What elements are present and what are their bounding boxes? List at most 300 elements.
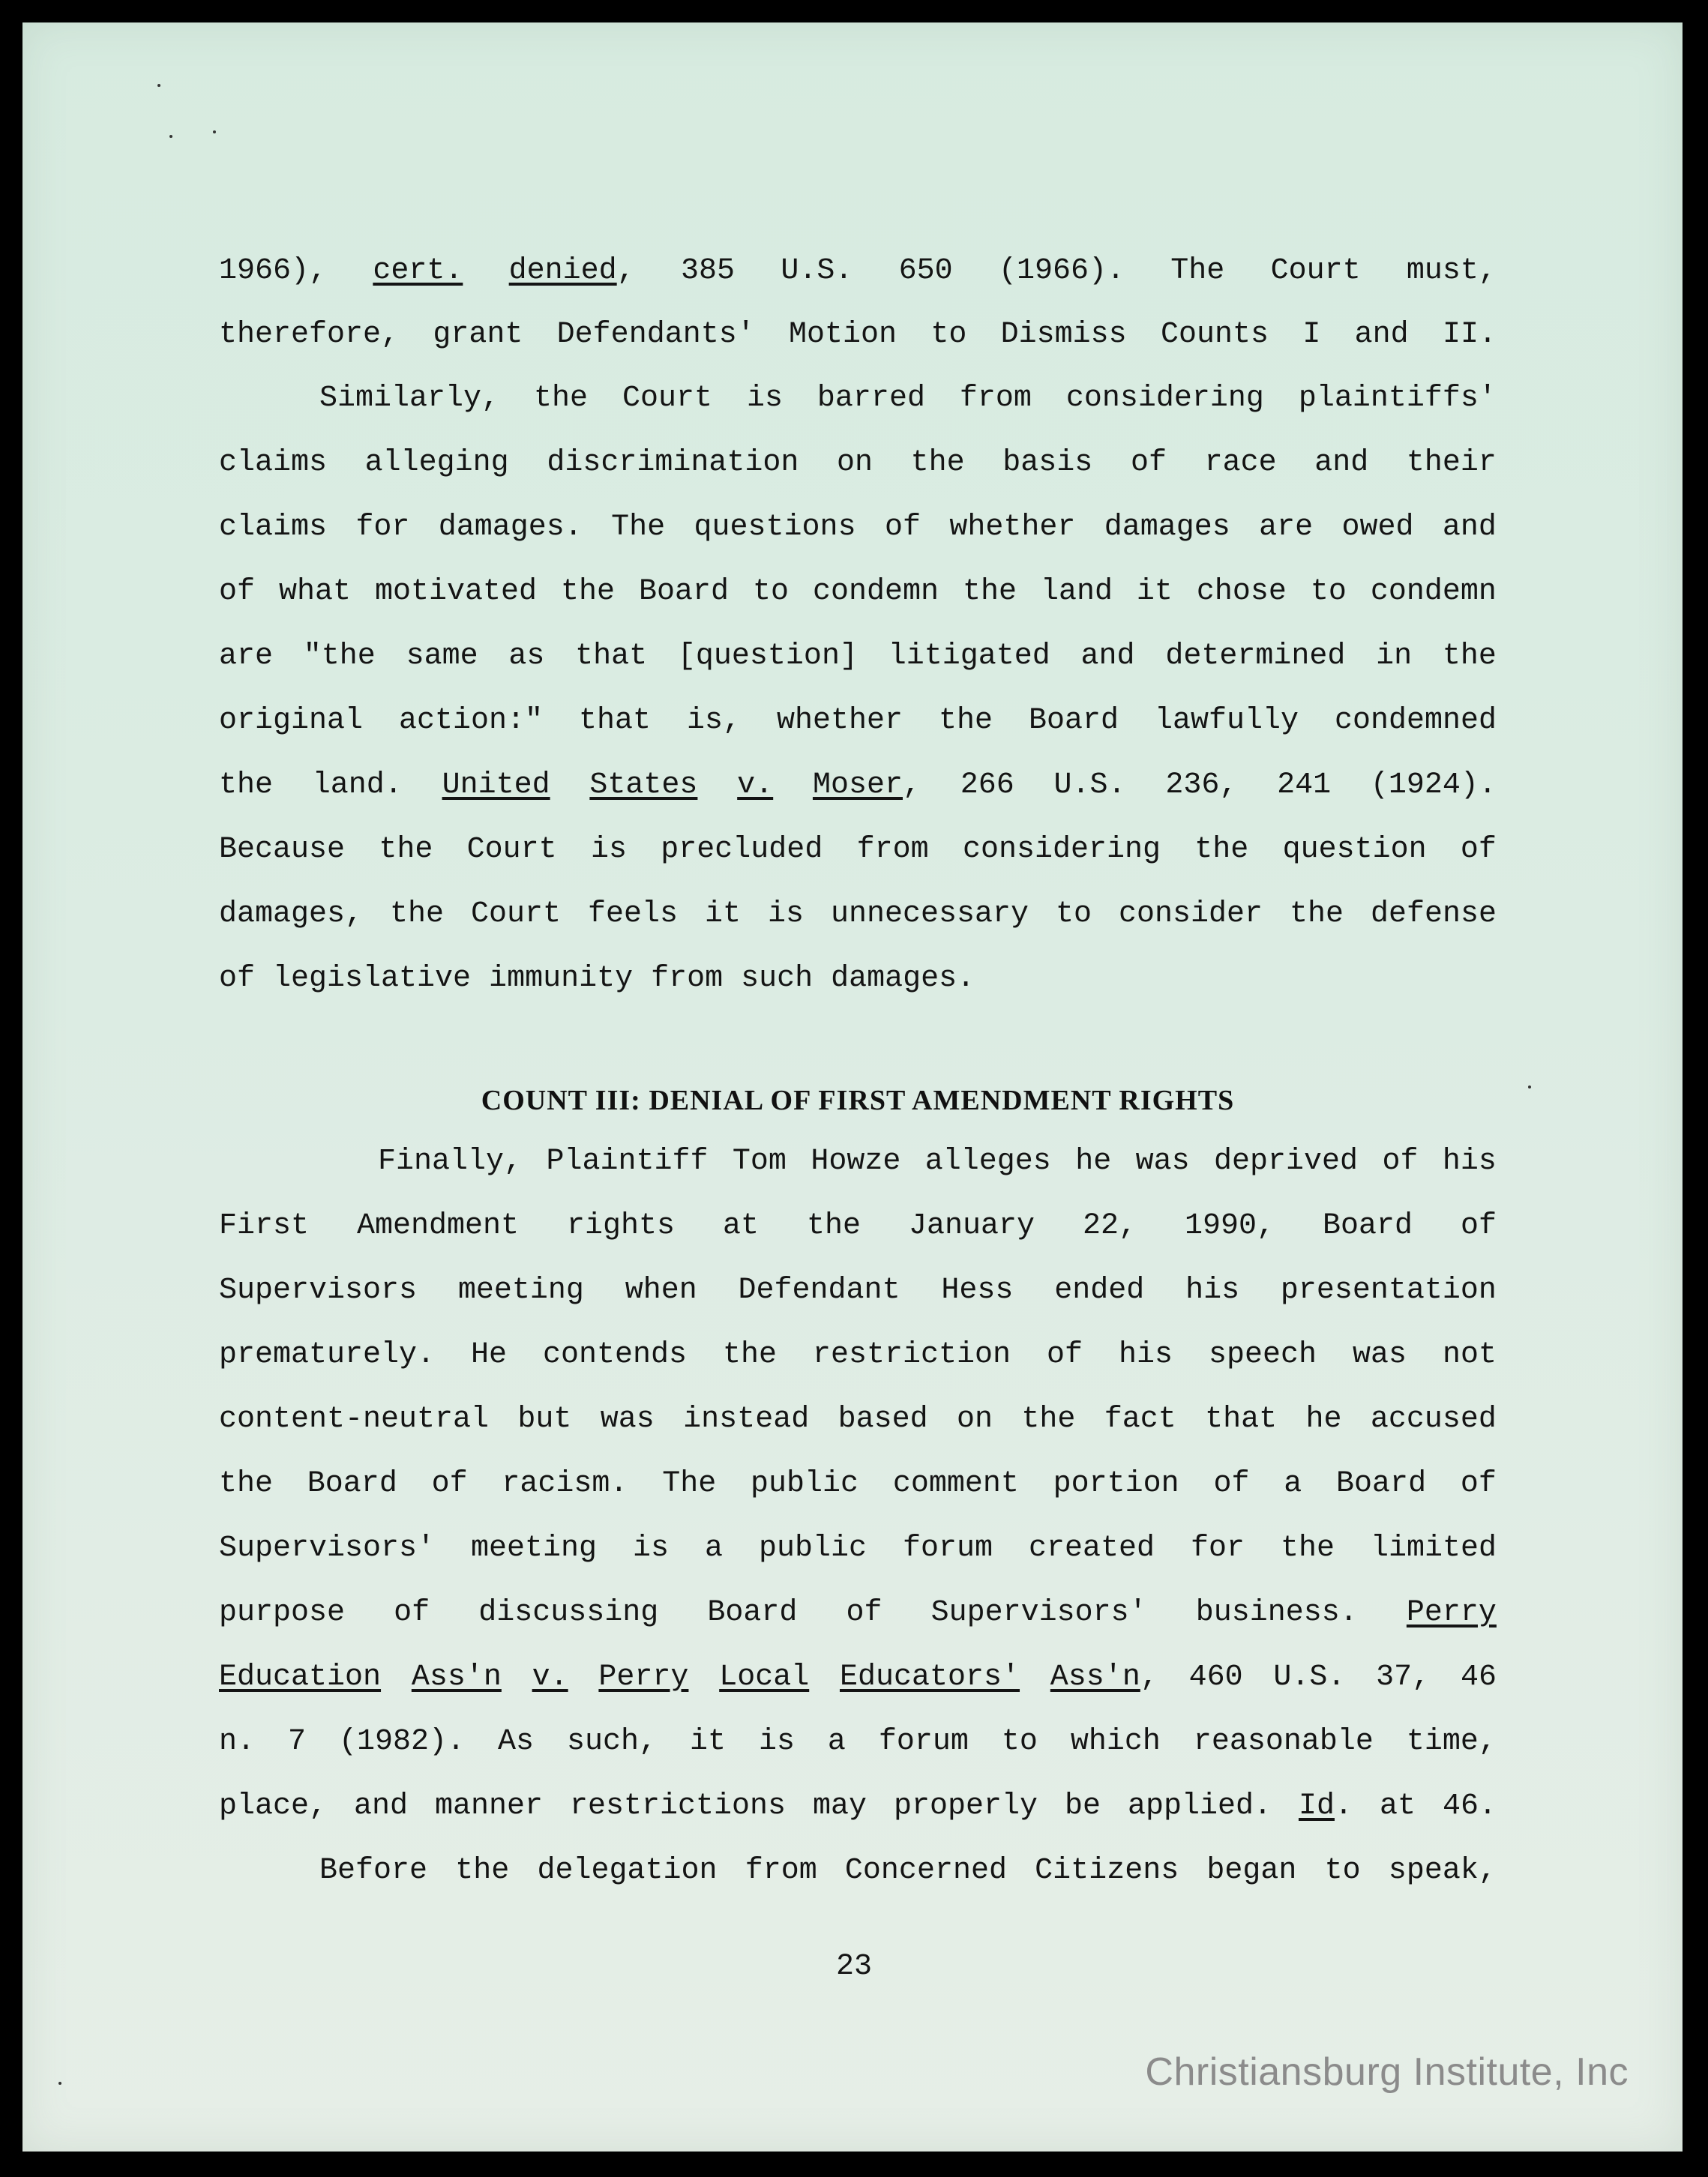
text-line	[219, 510, 1497, 546]
word-fragment: from	[959, 382, 1032, 415]
word-fragment: the	[219, 768, 274, 802]
word	[1283, 832, 1427, 868]
word	[467, 832, 557, 868]
word-fragment: forum	[902, 1532, 993, 1565]
word	[1196, 1595, 1358, 1631]
case-citation: Perry	[598, 1660, 689, 1694]
word-fragment: grant	[433, 318, 523, 352]
word	[390, 897, 444, 933]
word	[707, 1595, 797, 1631]
word-fragment: he	[1305, 1403, 1342, 1436]
text-line	[219, 1595, 1497, 1631]
word	[1323, 1208, 1413, 1244]
word	[1137, 574, 1173, 610]
word	[1407, 445, 1497, 481]
word	[681, 253, 735, 289]
word	[662, 1466, 716, 1502]
word-fragment: the	[1194, 833, 1249, 867]
word	[471, 1531, 597, 1567]
word	[339, 1724, 465, 1760]
word	[611, 510, 665, 546]
word	[753, 574, 789, 610]
word-fragment: meeting	[457, 1274, 584, 1307]
case-citation: Id	[1298, 1789, 1335, 1823]
word	[509, 253, 635, 289]
word-fragment: ,	[616, 254, 635, 288]
word	[1281, 1531, 1335, 1567]
word-fragment: are	[1259, 511, 1314, 544]
word	[1071, 1724, 1161, 1760]
text-line	[219, 1789, 1497, 1825]
word	[1371, 1402, 1497, 1438]
word	[1443, 317, 1497, 353]
word	[288, 1724, 306, 1760]
word	[478, 1595, 658, 1631]
word	[355, 510, 409, 546]
word-fragment: The	[662, 1467, 717, 1501]
word	[1443, 639, 1497, 675]
word-fragment: time,	[1406, 1725, 1497, 1759]
word	[435, 1789, 543, 1825]
word-fragment: considering	[962, 833, 1161, 867]
word-fragment: on	[956, 1403, 993, 1436]
word-fragment: place,	[219, 1789, 328, 1823]
word	[840, 1660, 1020, 1696]
word-fragment: ,	[1140, 1660, 1158, 1694]
word	[789, 317, 897, 353]
word	[373, 253, 463, 289]
word-fragment: speech	[1208, 1338, 1317, 1372]
word-fragment: 385	[681, 254, 736, 288]
word-fragment: Board	[1028, 704, 1119, 738]
word	[1336, 1466, 1426, 1502]
word-fragment: claims	[219, 511, 328, 544]
text-line	[219, 445, 1497, 481]
word	[1194, 832, 1248, 868]
word	[394, 1595, 430, 1631]
word-fragment: land	[1040, 575, 1113, 609]
word-fragment: 37,	[1376, 1660, 1431, 1694]
word-fragment: Finally,	[378, 1145, 523, 1178]
word-fragment: (1924).	[1370, 768, 1497, 802]
word	[960, 768, 1014, 804]
word-fragment: as	[508, 639, 545, 673]
word	[813, 768, 921, 804]
word	[1461, 1660, 1497, 1696]
case-citation: Moser	[812, 768, 903, 802]
word	[745, 1853, 817, 1889]
word	[598, 1660, 688, 1696]
word	[622, 381, 712, 417]
word	[960, 381, 1032, 417]
word	[1075, 1144, 1111, 1180]
word	[739, 1273, 900, 1309]
word-fragment: Court	[466, 833, 557, 867]
word	[625, 1273, 697, 1309]
word	[1371, 768, 1497, 804]
word	[1029, 703, 1119, 739]
word	[219, 1724, 255, 1760]
word-fragment: (1982).	[338, 1725, 465, 1759]
word-fragment: 241	[1277, 768, 1332, 802]
word-fragment: alleging	[364, 446, 509, 480]
word	[455, 1853, 509, 1889]
word-fragment: public	[751, 1467, 859, 1501]
word	[570, 1789, 786, 1825]
word-fragment: but	[517, 1403, 572, 1436]
word	[1376, 639, 1412, 675]
word-fragment: .	[1334, 1789, 1353, 1823]
word-fragment: the	[1442, 639, 1497, 673]
word	[903, 1531, 993, 1567]
word	[1185, 1208, 1275, 1244]
word-fragment: reasonable	[1193, 1725, 1374, 1759]
word-fragment: the	[723, 1338, 778, 1372]
word-fragment: therefore,	[219, 318, 400, 352]
dust-speck	[58, 2082, 61, 2085]
word	[458, 1273, 584, 1309]
word	[532, 1660, 568, 1696]
word-fragment: n.	[219, 1725, 256, 1759]
word	[1353, 1337, 1407, 1373]
word	[1461, 1208, 1497, 1244]
word-fragment: of	[1382, 1145, 1419, 1178]
word	[899, 253, 953, 289]
word-fragment: fact	[1104, 1403, 1176, 1436]
word	[909, 1208, 1035, 1244]
word	[591, 832, 627, 868]
word-fragment: to	[1055, 897, 1092, 931]
word	[1002, 445, 1092, 481]
word-fragment: his	[1442, 1145, 1497, 1178]
word	[1281, 1273, 1497, 1309]
word-fragment: racism.	[502, 1467, 628, 1501]
word	[888, 639, 1050, 675]
word-fragment: their	[1406, 446, 1497, 480]
word-fragment: his	[1185, 1274, 1240, 1307]
word	[219, 510, 327, 546]
text-line	[319, 381, 1497, 417]
word-fragment: that	[579, 704, 652, 738]
word-fragment: at	[723, 1209, 760, 1243]
word-fragment: the	[455, 1854, 510, 1888]
word	[1054, 1273, 1144, 1309]
word	[1165, 639, 1345, 675]
word-fragment: and	[1354, 318, 1409, 352]
word-fragment: ended	[1054, 1274, 1145, 1307]
word	[517, 1402, 571, 1438]
word-fragment: properly	[893, 1789, 1038, 1823]
word	[1259, 510, 1313, 546]
word-fragment: Board	[707, 1596, 798, 1630]
word	[1161, 317, 1269, 353]
word	[1213, 1466, 1249, 1502]
word	[885, 510, 921, 546]
text-line	[219, 317, 1497, 353]
word	[811, 1144, 900, 1180]
word-fragment: his	[1118, 1338, 1173, 1372]
word-fragment: of	[1460, 1209, 1497, 1243]
word-fragment: "the	[303, 639, 376, 673]
word-fragment: not	[1442, 1338, 1497, 1372]
word	[1029, 1531, 1155, 1567]
word	[963, 574, 1017, 610]
word-fragment: Board	[1322, 1209, 1413, 1243]
word-fragment: basis	[1002, 446, 1093, 480]
word-fragment: Tom	[732, 1145, 787, 1178]
word-fragment: the	[1289, 897, 1344, 931]
word	[1284, 1466, 1302, 1502]
word-fragment: unnecessary	[830, 897, 1029, 931]
word	[1047, 1337, 1083, 1373]
word-fragment: for	[355, 511, 410, 544]
word	[1104, 1402, 1176, 1438]
word-fragment: determined	[1165, 639, 1346, 673]
word	[1189, 1660, 1243, 1696]
word-fragment: and	[1442, 511, 1497, 544]
word-fragment: questions	[694, 511, 856, 544]
word	[768, 897, 804, 933]
word	[1355, 317, 1409, 353]
word	[1335, 703, 1497, 739]
word	[557, 317, 755, 353]
word-fragment: was	[1135, 1145, 1190, 1178]
word-fragment: to	[1310, 575, 1347, 609]
word-fragment: claims	[219, 446, 328, 480]
word	[931, 1595, 1147, 1631]
word	[319, 381, 499, 417]
word-fragment: lawfully	[1154, 704, 1299, 738]
word	[1002, 1724, 1038, 1760]
word	[1290, 897, 1344, 933]
word	[589, 768, 697, 804]
word-fragment: Defendant	[738, 1274, 900, 1307]
word-fragment: meeting	[471, 1532, 598, 1565]
word	[219, 897, 363, 933]
word-fragment: the	[1021, 1403, 1076, 1436]
word-fragment: Court	[622, 382, 712, 415]
word	[1194, 1724, 1374, 1760]
word-fragment: He	[471, 1338, 508, 1372]
word	[547, 445, 799, 481]
word	[1053, 1466, 1179, 1502]
word-fragment: and	[1314, 446, 1369, 480]
word	[219, 832, 345, 868]
word	[957, 1402, 993, 1438]
word	[694, 510, 856, 546]
word-fragment: of	[394, 1596, 430, 1630]
word	[687, 703, 741, 739]
word	[1081, 639, 1135, 675]
word-fragment: the	[390, 897, 445, 931]
word	[1205, 1402, 1277, 1438]
word-fragment: condemn	[1370, 575, 1497, 609]
text-line	[219, 1531, 1497, 1567]
word	[1197, 574, 1287, 610]
word-fragment: Concerned	[844, 1854, 1007, 1888]
word	[1325, 1853, 1361, 1889]
word-fragment: portion	[1053, 1467, 1179, 1501]
word-fragment: from	[745, 1854, 817, 1888]
word	[847, 1595, 882, 1631]
word	[733, 1144, 787, 1180]
word-fragment: the	[807, 1209, 861, 1243]
word-fragment: was	[600, 1403, 655, 1436]
word-fragment: it	[1136, 575, 1173, 609]
word	[1214, 1144, 1358, 1180]
word	[1407, 1724, 1497, 1760]
word-fragment: may	[813, 1789, 867, 1823]
word-fragment: accused	[1370, 1403, 1497, 1436]
word-fragment: January	[908, 1209, 1035, 1243]
word	[471, 1337, 507, 1373]
word	[930, 317, 966, 353]
dust-speck	[213, 130, 216, 133]
word-fragment: feels	[587, 897, 679, 931]
word	[1371, 1531, 1497, 1567]
case-citation: Education	[219, 1660, 382, 1694]
word	[999, 253, 1125, 289]
word-fragment: prematurely.	[219, 1338, 436, 1372]
word-fragment: damages,	[219, 897, 364, 931]
word	[357, 1208, 519, 1244]
word-fragment: defense	[1370, 897, 1497, 931]
word	[1165, 768, 1237, 804]
word	[378, 1144, 522, 1180]
word-fragment: to	[752, 575, 789, 609]
word-fragment: U.S.	[1273, 1660, 1346, 1694]
word-fragment: chose	[1196, 575, 1287, 609]
word	[639, 574, 729, 610]
word	[939, 703, 993, 739]
word	[319, 1853, 427, 1889]
word-fragment: the	[560, 575, 615, 609]
case-citation: Local	[719, 1660, 810, 1694]
word	[857, 832, 929, 868]
word-fragment: the	[962, 575, 1017, 609]
word-fragment: the	[379, 833, 433, 867]
text-line	[219, 639, 1497, 675]
word-fragment: alleges	[924, 1145, 1051, 1178]
word-fragment: damages	[1104, 511, 1230, 544]
word	[963, 832, 1161, 868]
word	[1054, 768, 1126, 804]
word	[813, 1789, 867, 1825]
word-fragment: business.	[1195, 1596, 1358, 1630]
word	[1461, 1466, 1497, 1502]
word	[705, 1531, 723, 1567]
word-fragment: restriction	[812, 1338, 1011, 1372]
word	[690, 1724, 726, 1760]
case-citation: Ass'n	[411, 1660, 502, 1694]
word-fragment: contends	[543, 1338, 688, 1372]
word	[219, 1466, 273, 1502]
word	[1382, 1144, 1418, 1180]
word-fragment: that	[575, 639, 648, 673]
text-line	[378, 1144, 1497, 1180]
word	[1170, 253, 1224, 289]
word	[828, 1724, 846, 1760]
word-fragment: be	[1064, 1789, 1101, 1823]
text-line	[219, 961, 1497, 997]
word-fragment: created	[1028, 1532, 1155, 1565]
word-fragment: precluded	[661, 833, 823, 867]
text-line	[219, 1724, 1497, 1760]
word	[1443, 1789, 1497, 1825]
word	[807, 1208, 861, 1244]
word	[432, 1466, 468, 1502]
word	[567, 1208, 675, 1244]
word	[1407, 253, 1497, 289]
word	[1389, 1853, 1497, 1889]
word	[219, 574, 255, 610]
dust-speck	[1528, 1086, 1531, 1088]
word	[406, 639, 478, 675]
word-fragment: and	[354, 1789, 409, 1823]
word	[941, 1273, 1013, 1309]
text-line	[219, 253, 1497, 289]
word	[219, 1531, 435, 1567]
word-fragment: limited	[1370, 1532, 1497, 1565]
word-fragment: for	[1190, 1532, 1245, 1565]
word-fragment: Board	[638, 575, 729, 609]
word-fragment: Hess	[941, 1274, 1014, 1307]
word-fragment: based	[838, 1403, 928, 1436]
word	[1299, 1789, 1353, 1825]
case-citation: denied	[508, 254, 617, 288]
word	[1341, 510, 1413, 546]
word-fragment: is,	[686, 704, 741, 738]
word	[219, 1595, 345, 1631]
word-fragment: a	[827, 1725, 846, 1759]
word-fragment: Before	[319, 1854, 428, 1888]
word-fragment: plaintiffs'	[1298, 382, 1497, 415]
text-line	[219, 768, 1497, 804]
word-fragment: of	[884, 511, 921, 544]
case-citation: Educators'	[839, 1660, 1020, 1694]
word	[893, 1466, 1019, 1502]
word	[379, 832, 433, 868]
word	[219, 1208, 309, 1244]
word	[751, 1466, 858, 1502]
word	[1185, 1273, 1239, 1309]
case-citation: Ass'n	[1050, 1660, 1140, 1694]
word	[1371, 897, 1497, 933]
dust-speck	[169, 135, 172, 138]
word	[845, 1853, 1007, 1889]
case-citation: States	[589, 768, 698, 802]
word-fragment: is	[758, 1725, 795, 1759]
word-fragment: barred	[817, 382, 925, 415]
word	[219, 1337, 435, 1373]
word	[1443, 1337, 1497, 1373]
word-fragment: damages.	[438, 511, 583, 544]
word-fragment: Howze	[811, 1145, 901, 1178]
word	[894, 1789, 1038, 1825]
dust-speck	[157, 84, 160, 87]
word-fragment: discrimination	[547, 446, 799, 480]
word	[723, 1337, 777, 1373]
word	[1128, 1789, 1272, 1825]
word	[219, 639, 273, 675]
word	[1371, 574, 1497, 610]
word-fragment: As	[497, 1725, 534, 1759]
word-fragment: is	[633, 1532, 670, 1565]
word	[354, 1789, 408, 1825]
word-fragment: such,	[566, 1725, 657, 1759]
case-citation: v.	[737, 768, 774, 802]
word-fragment: of	[846, 1596, 882, 1630]
